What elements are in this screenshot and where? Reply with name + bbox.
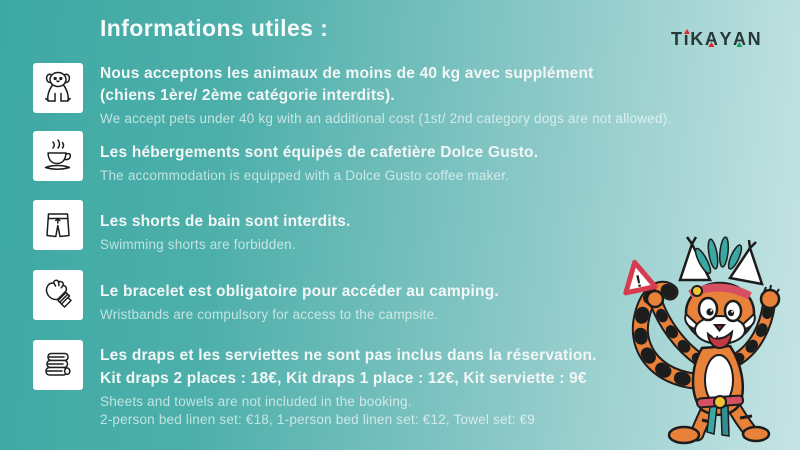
icon-box [33,340,83,390]
row-text-fr: Les shorts de bain sont interdits. [100,213,351,230]
icon-box [33,63,83,113]
info-row-shorts [33,200,351,253]
info-row-wristband [33,270,499,323]
tikayan-logo [671,30,762,48]
icon-box [33,131,83,181]
row-text-en: Swimming shorts are forbidden. [100,237,296,252]
warning-triangle-icon [620,259,655,294]
logo-letter-a-red: A [704,29,720,49]
row-text-fr: (chiens 1ère/ 2ème catégorie interdits). [100,87,395,104]
dog-icon [38,68,78,108]
logo-letter-a-green: A [733,29,748,49]
info-row-linen [33,340,597,428]
coffee-icon [38,136,78,176]
logo-letter: N [747,29,763,49]
row-text-en: Sheets and towels are not included in the booking. [100,394,412,409]
row-text-en: Wristbands are compulsory for access to the campsite. [100,307,439,322]
tikayan-fox-mascot [598,228,798,448]
logo-letter-i: ı [683,29,691,49]
row-text-en: The accommodation is equipped with a Dolce Gusto coffee maker. [100,168,510,183]
info-row-pets [33,63,671,127]
icon-box [33,270,83,320]
row-text-en: We accept pets under 40 kg with an additional cost (1st/ 2nd category dogs are not allowed). [100,111,672,126]
icon-box [33,200,83,250]
page-title: Informations utiles : [100,15,329,41]
row-text-fr: Nous acceptons les animaux de moins de 40 kg avec supplément [100,65,594,82]
logo-letter: T [671,29,684,49]
row-text-fr: Les hébergements sont équipés de cafetière Dolce Gusto. [100,144,539,161]
row-text-fr: Kit draps 2 places : 18€, Kit draps 1 place : 12€, Kit serviette : 9€ [100,370,587,387]
logo-letter: K [690,29,705,49]
swim-shorts-icon [38,205,78,245]
row-text-fr: Le bracelet est obligatoire pour accéder au camping. [100,283,499,300]
wristband-icon [38,275,78,315]
logo-letter: Y [719,29,734,49]
row-text-en: 2-person bed linen set: €18, 1-person bed linen set: €12, Towel set: €9 [100,412,535,427]
row-text-fr: Les draps et les serviettes ne sont pas inclus dans la réservation. [100,347,597,364]
info-row-coffee [33,131,538,184]
bed-linen-icon [38,345,78,385]
svg-text:!: ! [633,271,644,292]
